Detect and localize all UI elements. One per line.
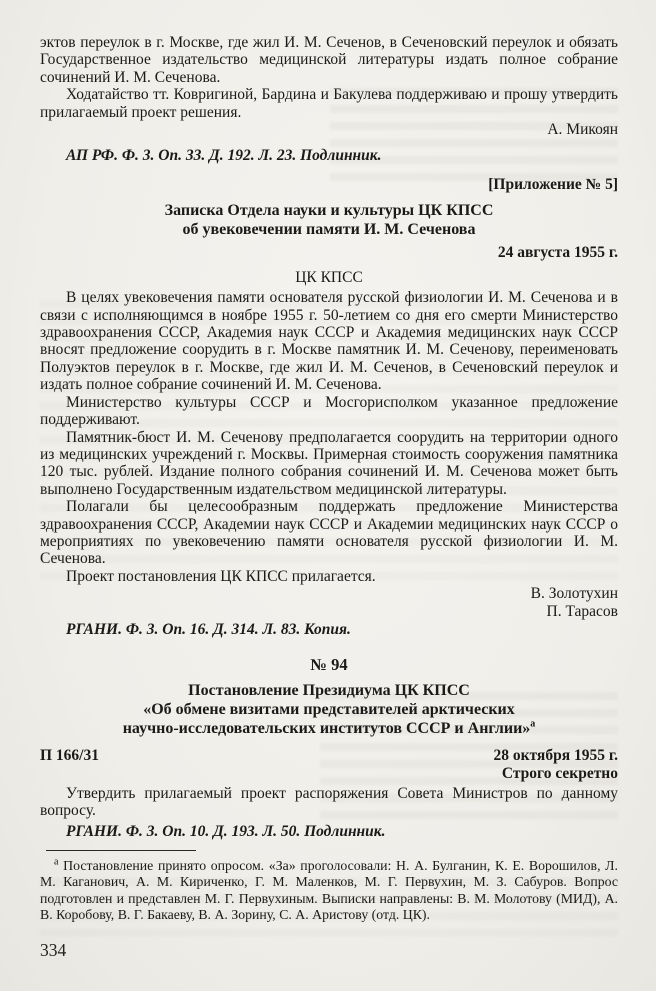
document-title: [40, 682, 618, 738]
date-and-classification: [493, 747, 618, 782]
document-body: [40, 289, 618, 585]
paragraph: Министерство культуры СССР и Мосгорисполком указанное предложение поддерживают.: [40, 393, 618, 429]
footnote-separator: [46, 850, 196, 851]
paragraph: Утвердить прилагаемый проект распоряжения Совета Министров по данному вопросу.: [40, 784, 618, 820]
archive-reference: АП РФ. Ф. 3. Оп. 33. Д. 192. Л. 23. Подлинник.: [66, 147, 382, 165]
paragraph: Памятник-бюст И. М. Сеченову предполагается соорудить на территории одного из медицинских учреждений г. Москвы. Примерная стоимость сооружения памятника 120 тыс. рублей. Издание полного собрания сочинений И. М. Сеченова может быть выполнено Государственным издательством медицинской литературы.: [40, 428, 618, 498]
paragraph: Ходатайство тт. Ковригиной, Бардина и Бакулева поддерживаю и прошу утвердить прилагаемый проект решения.: [40, 86, 618, 121]
paragraph: В целях увековечения памяти основателя русской физиологии И. М. Сеченова и в связи с исполняющимся в ноябре 1955 г. 50-летием со дня его смерти Министерство здравоохранения СССР, Академия наук СССР и Академия медицинских наук СССР вносят предложение соорудить в г. Москве памятник И. М. Сеченову, переименовать Полуэктов переулок в г. Москве, где жил И. М. Сеченов, в Сеченовский переулок и издать полное собрание сочинений И. М. Сеченова.: [40, 289, 618, 394]
addressee: ЦК КПСС: [295, 268, 363, 286]
signature: А. Микоян: [547, 121, 618, 139]
protocol-number: П 166/31: [40, 747, 99, 765]
title-line: «Об обмене визитами представителей арктических: [143, 700, 515, 718]
document-number: № 94: [310, 655, 348, 675]
title-line: научно-исследовательских институтов СССР и Англии»$^а$: [122, 718, 536, 737]
protocol-meta-row: [40, 747, 618, 782]
archive-reference: РГАНИ. Ф. 3. Оп. 10. Д. 193. Л. 50. Подлинник.: [66, 822, 386, 840]
title-line: Записка Отдела науки и культуры ЦК КПСС: [164, 202, 494, 220]
footnote-mark: а: [54, 856, 59, 868]
signature: П. Тарасов: [546, 602, 618, 620]
footnote: [40, 858, 618, 923]
document-title: [40, 202, 618, 239]
footnote-text: Постановление принято опросом. «За» проголосовали: Н. А. Булганин, К. Е. Ворошилов, Л. М. Каганович, А. М. Кириченко, Г. М. Маленков, М. Г. Первухин, М. З. Сабуров. Вопрос подготовлен и представлен М. Г. Первухиным. Выписки направлены: В. М. Молотову (МИД), А. В. Коробову, В. Г. Бакаеву, В. А. Зорину, С. А. Аристову (отд. ЦК).: [40, 858, 618, 922]
archive-reference: РГАНИ. Ф. 3. Оп. 16. Д. 314. Л. 83. Копия.: [66, 620, 351, 638]
title-line: Постановление Президиума ЦК КПСС: [188, 682, 470, 700]
document-date: 24 августа 1955 г.: [497, 244, 618, 262]
text-column: [40, 0, 618, 923]
footnote-mark: а: [530, 718, 536, 730]
page-number: 334: [40, 940, 67, 960]
document-date: 28 октября 1955 г.: [493, 747, 618, 765]
classification-stamp: Строго секретно: [501, 764, 618, 782]
signature: В. Золотухин: [530, 585, 618, 603]
continuation-paragraph: эктов переулок в г. Москве, где жил И. М. Сеченов, в Сеченовский переулок и обязать Государственное издательство медицинской литературы издать полное собрание сочинений И. М. Сеченова.: [40, 34, 618, 86]
paragraph: Проект постановления ЦК КПСС прилагается.: [66, 567, 376, 585]
appendix-label: [Приложение № 5]: [488, 175, 618, 193]
title-line: об увековечении памяти И. М. Сеченова: [182, 220, 476, 238]
paragraph: Полагали бы целесообразным поддержать предложение Министерства здравоохранения СССР, Академии наук СССР и Академии медицинских наук СССР о мероприятиях по увековечению памяти основателя русской физиологии И. М. Сеченова.: [40, 498, 618, 568]
